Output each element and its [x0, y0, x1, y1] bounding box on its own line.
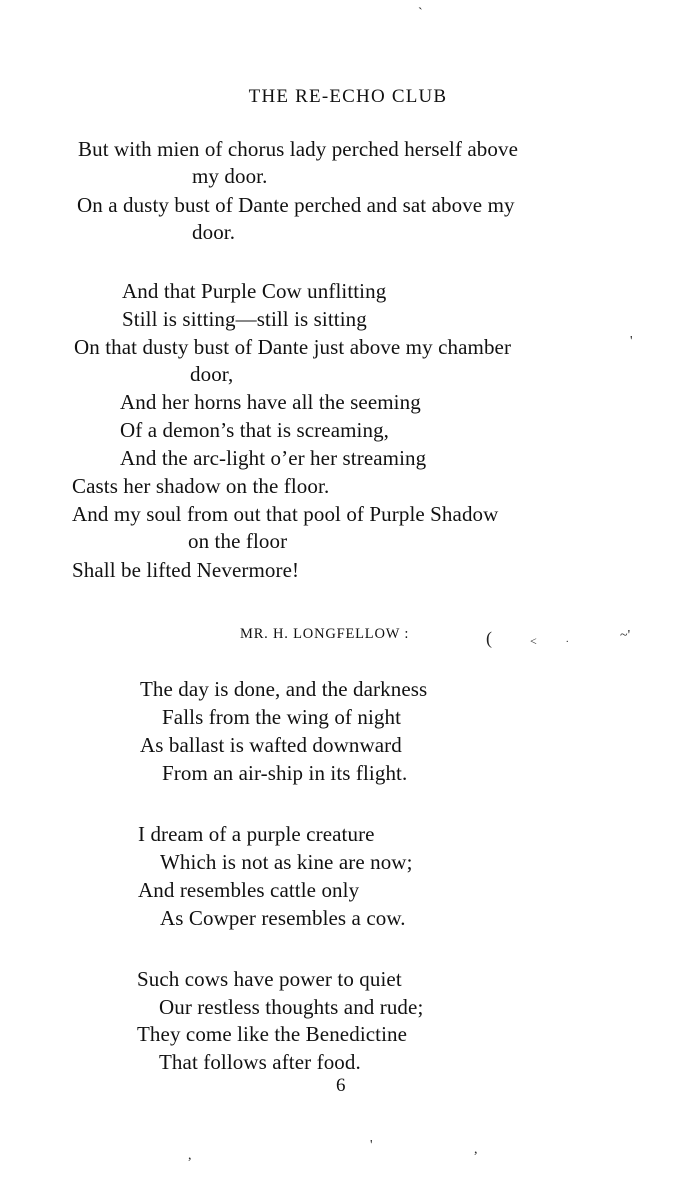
print-speck: '	[630, 334, 633, 349]
print-speck: .	[566, 634, 569, 645]
print-speck: `	[418, 6, 423, 21]
poem-line: But with mien of chorus lady perched herself above	[78, 137, 519, 161]
poem-line: Shall be lifted Nevermore!	[72, 558, 300, 582]
print-speck: ~'	[620, 628, 631, 643]
poem-line: They come like the Benedictine	[137, 1022, 408, 1046]
print-speck: ,	[188, 1148, 192, 1163]
running-head: THE RE-ECHO CLUB	[248, 86, 448, 107]
poem-line: On a dusty bust of Dante perched and sat above my	[77, 193, 515, 217]
poem-line: Our restless thoughts and rude;	[159, 995, 424, 1019]
poem-line: I dream of a purple creature	[138, 822, 375, 846]
poem-line: Which is not as kine are now;	[160, 850, 413, 874]
poem-line: Such cows have power to quiet	[137, 967, 402, 991]
print-speck: ,	[474, 1142, 478, 1157]
poem-line: And my soul from out that pool of Purple Shadow	[72, 502, 499, 526]
poem-line: Falls from the wing of night	[162, 705, 402, 729]
poem-line: From an air-ship in its flight.	[162, 761, 408, 785]
poem-line: As Cowper resembles a cow.	[160, 906, 406, 930]
poem-line: That follows after food.	[159, 1050, 361, 1074]
print-speck: <	[530, 634, 537, 648]
poem-line: And that Purple Cow unflitting	[122, 279, 387, 303]
page-number: 6	[336, 1075, 346, 1096]
poem-line: Casts her shadow on the floor.	[72, 474, 330, 498]
poem-line: And the arc-light o’er her streaming	[120, 446, 427, 470]
poem-line: Of a demon’s that is screaming,	[120, 418, 390, 442]
poem-line: door.	[192, 220, 236, 244]
poem-line: my door.	[192, 164, 268, 188]
print-speck: (	[486, 628, 492, 648]
poem-line: Still is sitting—still is sitting	[122, 307, 367, 331]
poem-line: The day is done, and the darkness	[140, 677, 428, 701]
print-speck: '	[370, 1138, 373, 1153]
poem-line: door,	[190, 362, 234, 386]
poem-line: on the floor	[188, 529, 288, 553]
poem-line: As ballast is wafted downward	[140, 733, 402, 757]
poem-line: And her horns have all the seeming	[120, 390, 421, 414]
poem-line: And resembles cattle only	[138, 878, 360, 902]
poem-line: On that dusty bust of Dante just above my chamber	[74, 335, 512, 359]
speaker-heading: MR. H. LONGFELLOW :	[240, 626, 410, 642]
